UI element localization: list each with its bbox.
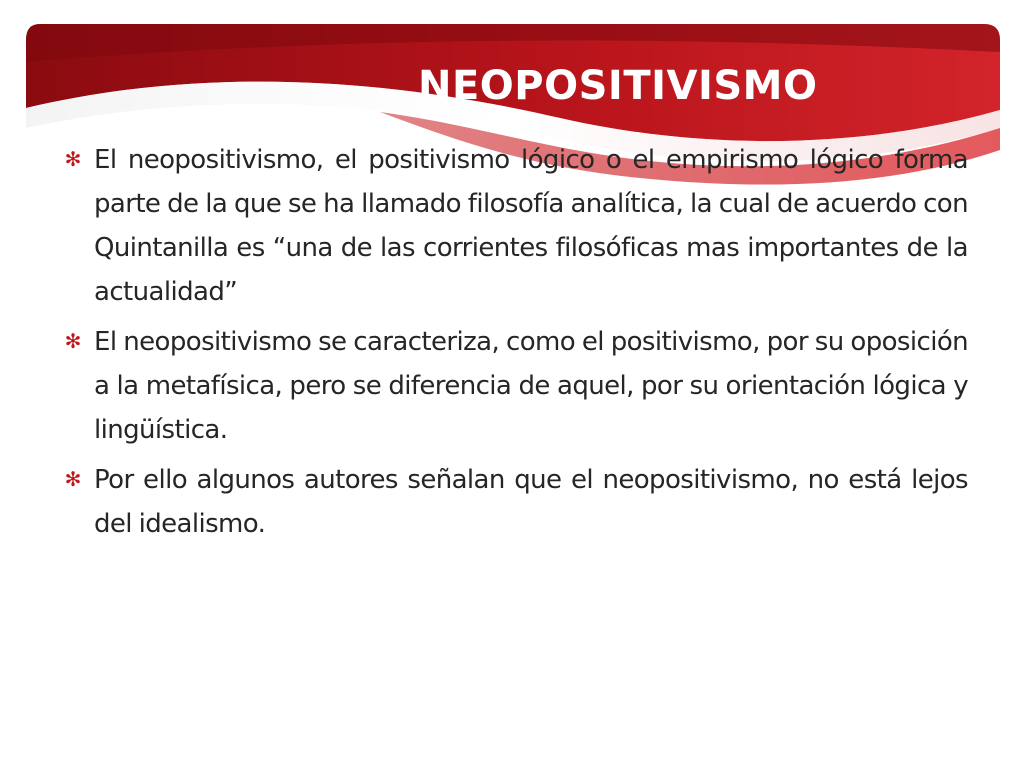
slide-title: NEOPOSITIVISMO [418,63,818,109]
bullet-text: El neopositivismo se caracteriza, como el positivismo, por su oposición a la metafísica, pero se diferencia de aquel, por su orientación lógica y lingüística. [94,327,968,445]
asterisk-icon: ✻ [64,147,82,171]
bullet-item [62,458,968,546]
bullet-text: El neopositivismo, el positivismo lógico o el empirismo lógico forma parte de la que se ha llamado filosofía analítica, la cual de acuerdo con Quintanilla es “una de las corrientes filosóficas mas importantes de la actualidad” [94,145,968,307]
bullet-item [62,138,968,314]
bullet-list [62,138,968,552]
asterisk-icon: ✻ [64,467,82,491]
asterisk-icon: ✻ [64,329,82,353]
bullet-item [62,320,968,452]
bullet-text: Por ello algunos autores señalan que el neopositivismo, no está lejos del idealismo. [94,465,968,539]
